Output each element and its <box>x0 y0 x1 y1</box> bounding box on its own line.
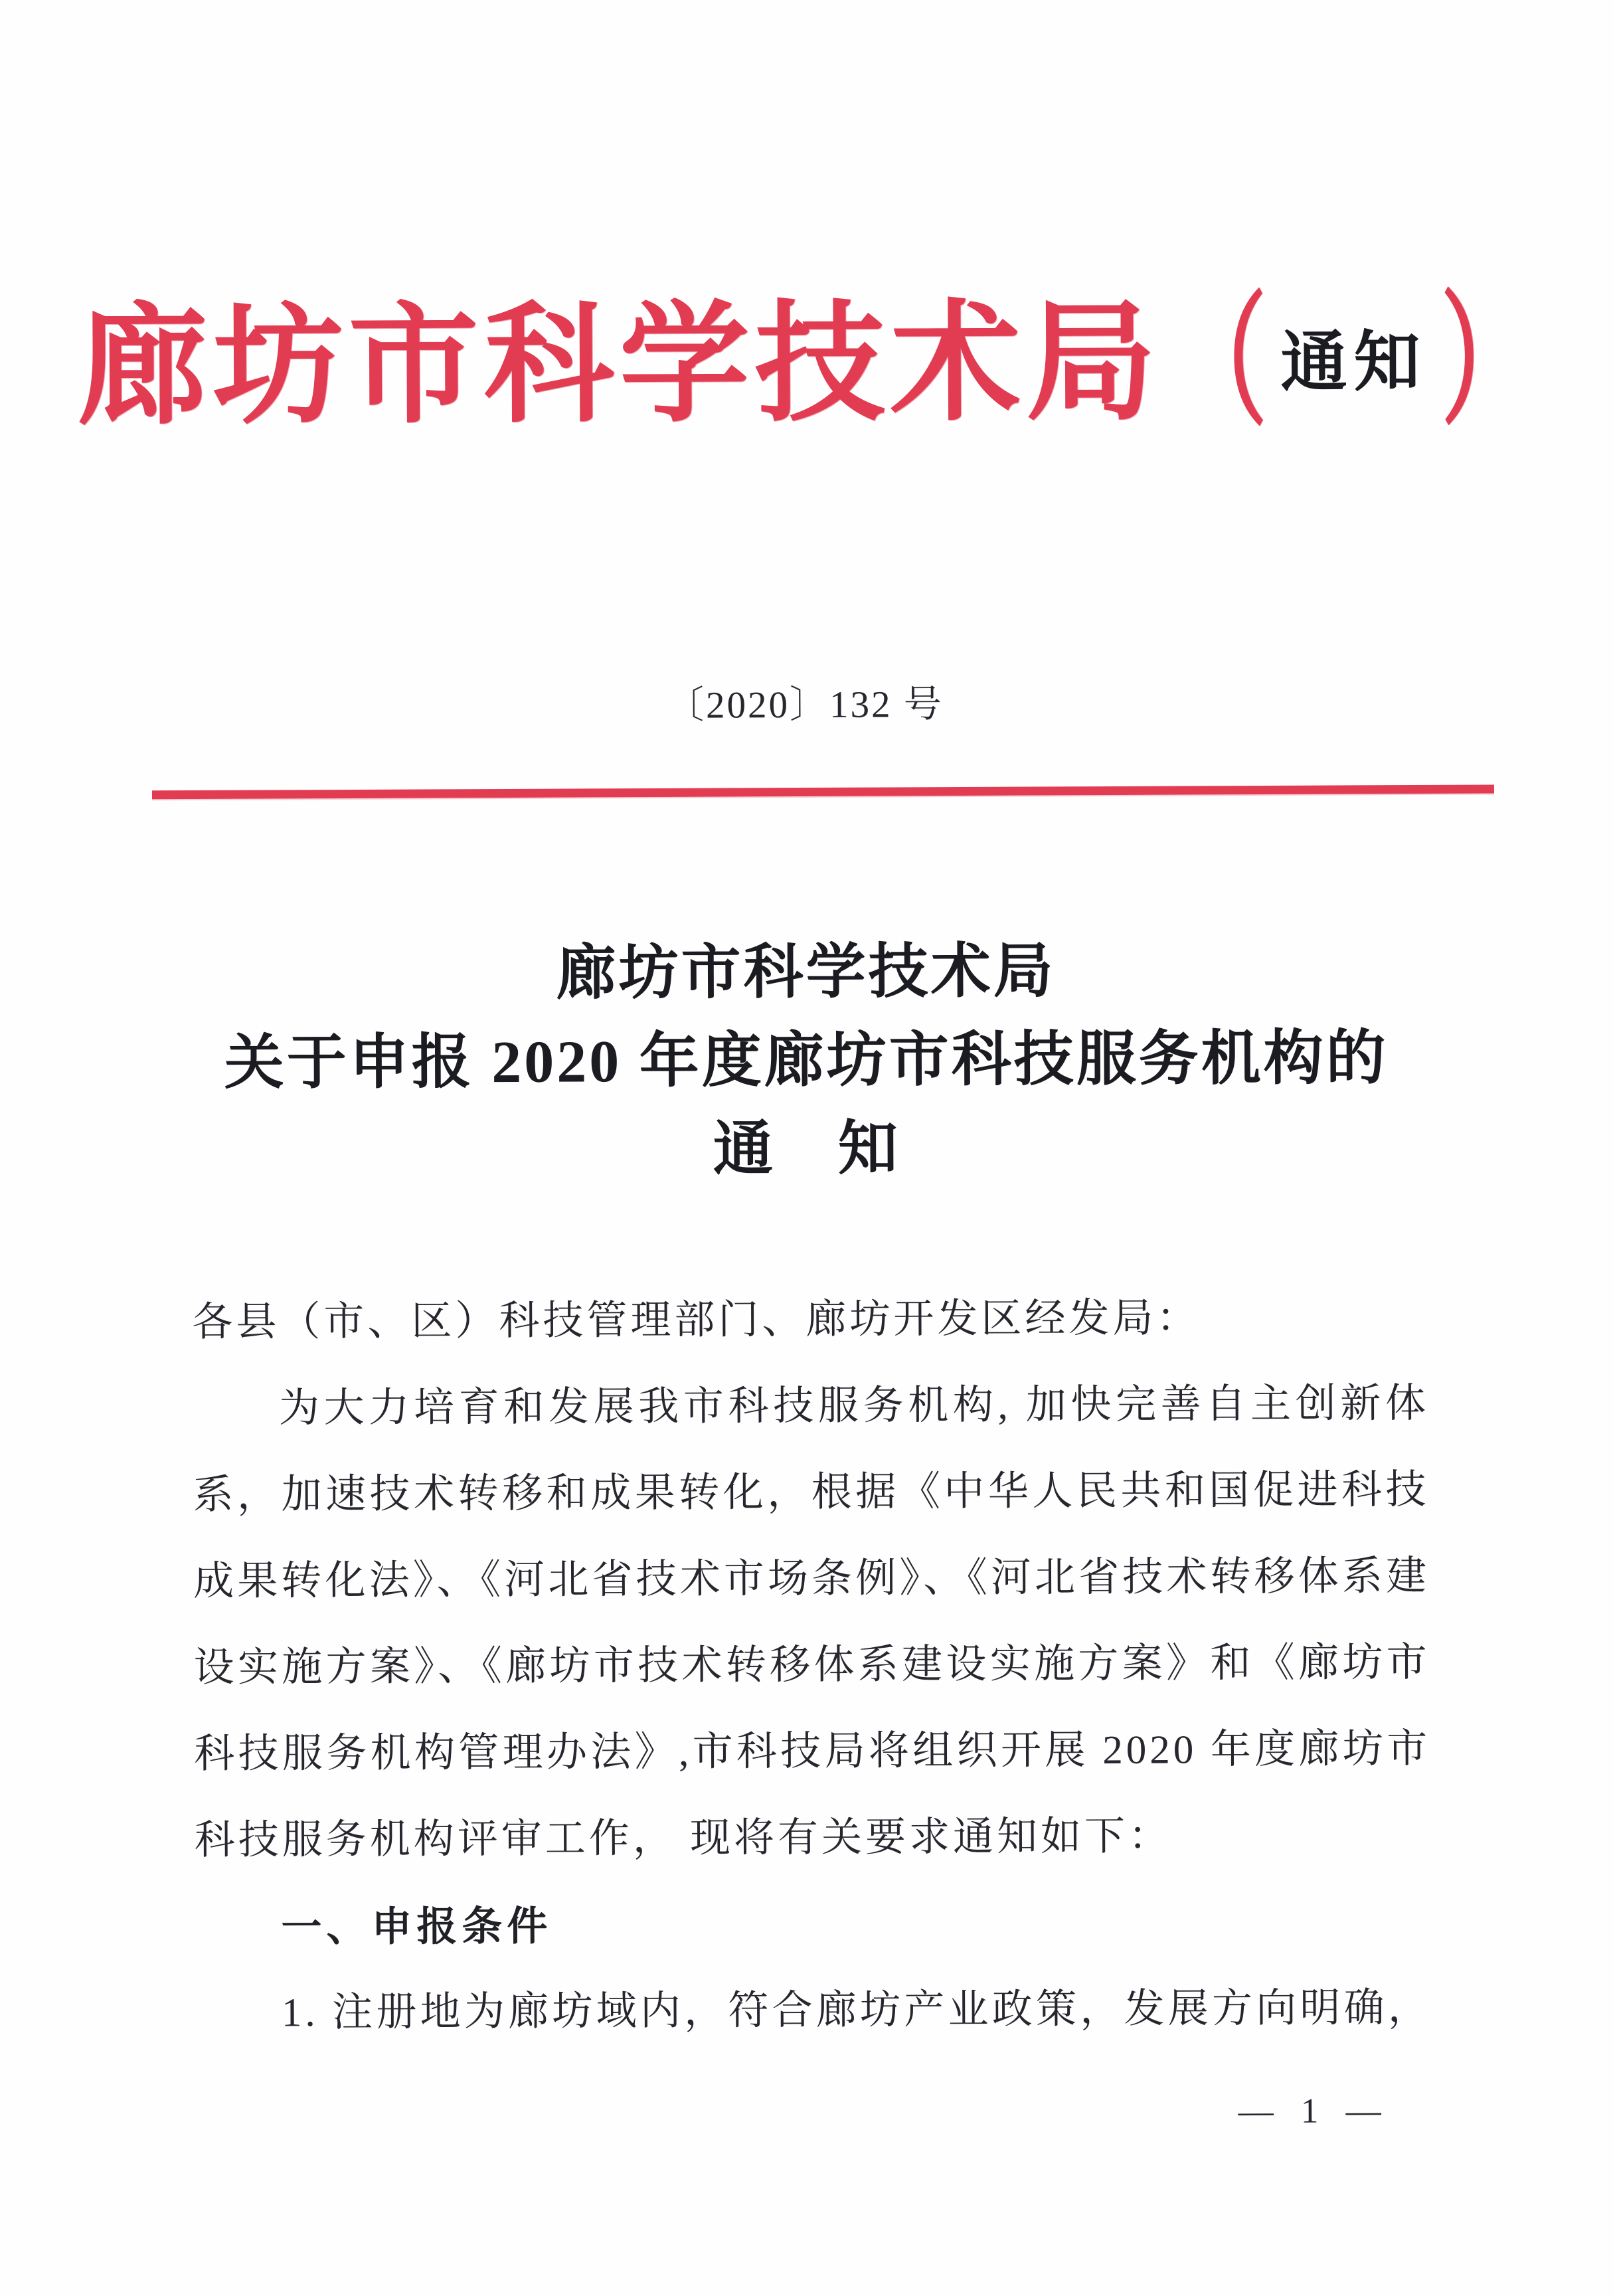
body-line-salutation: 各县（市、区）科技管理部门、廊坊开发区经发局： <box>192 1296 1201 1346</box>
body-line: 为大力培育和发展我市科技服务机构, 加快完善自主创新体 <box>278 1381 1430 1431</box>
doc-title-line-2: 关于申报 2020 年度廊坊市科技服务机构的 <box>224 1025 1389 1097</box>
red-divider-rule <box>152 784 1494 799</box>
body-line-item-1: 1. 注册地为廊坊域内，符合廊坊产业政策，发展方向明确， <box>281 1985 1432 2036</box>
body-line: 成果转化法》、《河北省技术市场条例》、《河北省技术转移体系建 <box>193 1553 1430 1605</box>
doc-title-line-3: 通 知 <box>713 1116 901 1183</box>
masthead-paren-label: 通知 <box>1280 325 1427 400</box>
body-line: 科技服务机构评审工作， 现将有关要求通知如下： <box>194 1814 1173 1864</box>
masthead-paren-close: ） <box>1441 282 1530 442</box>
masthead-paren-open: （ <box>1178 284 1267 442</box>
masthead <box>0 282 1610 442</box>
doc-title-line-1: 廊坊市科学技术局 <box>556 938 1056 1007</box>
doc-title <box>0 925 1613 1197</box>
document-body <box>192 1275 1432 2057</box>
section-heading-application-conditions: 一、申报条件 <box>281 1903 552 1950</box>
body-line: 系，加速技术转移和成果转化，根据《中华人民共和国促进科技 <box>193 1467 1430 1518</box>
body-line: 科技服务机构管理办法》,市科技局将组织开展 2020 年度廊坊市 <box>194 1726 1431 1777</box>
body-line: 设实施方案》、《廊坊市技术转移体系建设实施方案》和《廊坊市 <box>193 1640 1430 1691</box>
doc-number: 〔2020〕132 号 <box>665 683 944 727</box>
masthead-title: 廊坊市科学技术局 <box>77 291 1162 440</box>
page-number: — 1 — <box>1238 2091 1391 2131</box>
masthead-paren-group <box>1178 282 1530 442</box>
